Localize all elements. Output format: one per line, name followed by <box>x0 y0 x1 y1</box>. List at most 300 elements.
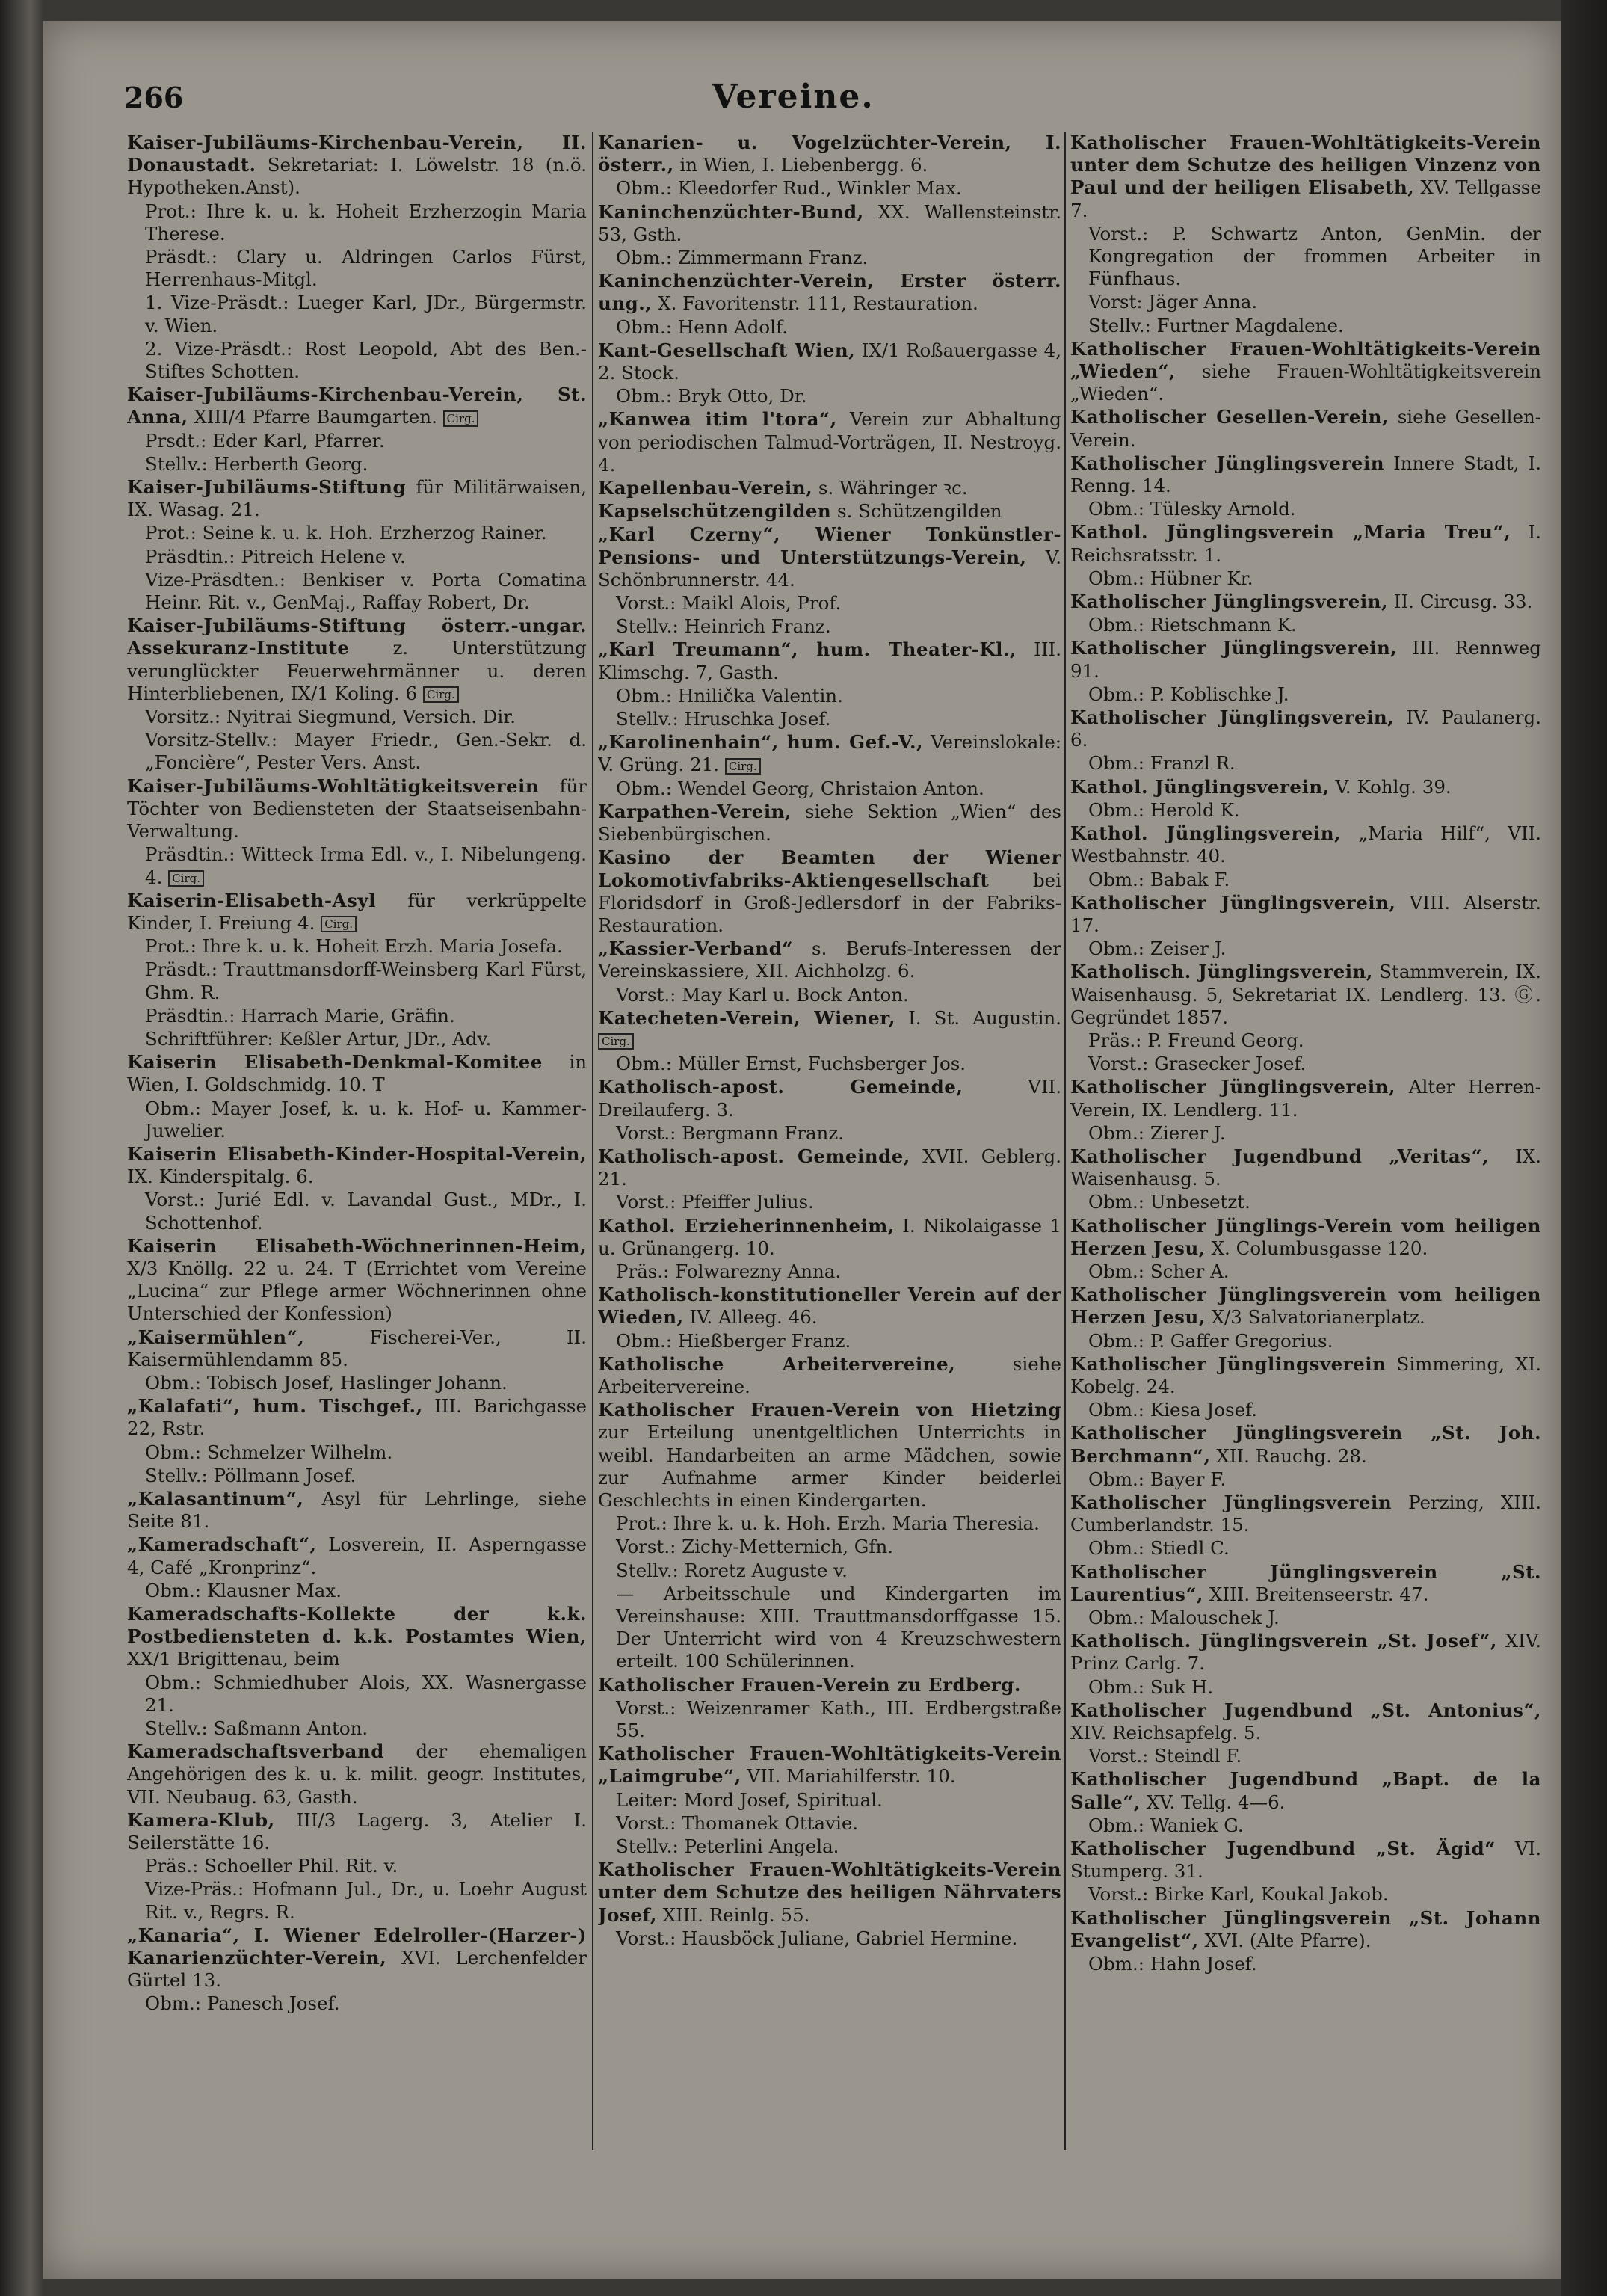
directory-entry <box>598 339 1061 384</box>
officer-text: Vorst.: Zichy-Metternich, Gfn. <box>616 1536 894 1558</box>
entry-text: Alter Herren-Verein, IX. Lendlerg. 11. <box>1070 1076 1541 1121</box>
officer-text: Vorst.: Maikl Alois, Prof. <box>616 592 842 615</box>
officer-text: Stellv.: Heinrich Franz. <box>616 615 831 638</box>
officer-text: Stellv.: Herberth Georg. <box>145 452 368 475</box>
officer-text: Vorst.: Jurié Edl. v. Lavandal Gust., MDr., I. Schottenhof. <box>145 1189 587 1234</box>
entry-officer <box>598 1512 1061 1535</box>
entry-officer <box>1070 315 1541 337</box>
directory-entry <box>1070 1492 1541 1536</box>
directory-entry <box>1070 961 1541 1029</box>
entry-officer <box>598 1812 1061 1835</box>
officer-text: Stellv.: Hruschka Josef. <box>616 708 831 730</box>
officer-text: Obm.: Zierer J. <box>1088 1121 1226 1144</box>
entry-name: Kant-Gesellschaft Wien, <box>598 339 856 361</box>
entry-officer <box>127 843 587 888</box>
entry-name: Kaiserin-Elisabeth-Asyl <box>127 889 376 911</box>
directory-entry <box>1070 132 1541 222</box>
directory-entry <box>1070 1284 1541 1329</box>
entry-name: Katholischer Jünglingsverein „St. Johann Evangelist“, <box>1070 1906 1541 1951</box>
entry-text: in Wien, I. Liebenbergg. 6. <box>679 154 928 176</box>
entry-text: I. St. Augustin. <box>908 1006 1061 1029</box>
entry-officer <box>598 1697 1061 1742</box>
entry-name: Katholischer Frauen-Verein zu Erdberg. <box>598 1673 1021 1696</box>
entry-name: Katholischer Jünglingsverein, <box>1070 707 1395 729</box>
entry-name: Katholischer Jünglingsverein vom heiligen Herzen Jesu, <box>1070 1284 1541 1329</box>
officer-text: Vize-Präsdten.: Benkiser v. Porta Comatina Heinr. Rit. v., GenMaj., Raffay Robert, Dr. <box>145 568 587 614</box>
directory-entry <box>598 132 1061 176</box>
column-divider <box>592 132 593 2150</box>
directory-entry <box>598 500 1061 523</box>
entry-text: IV. Paulanerg. 6. <box>1070 707 1541 751</box>
entry-officer <box>127 1717 587 1740</box>
directory-entry <box>127 1924 587 1992</box>
entry-name: „Kassier-Verband“ <box>598 938 793 960</box>
entry-officer <box>598 1053 1061 1075</box>
entry-text: Innere Stadt, I. Renng. 14. <box>1070 452 1541 497</box>
officer-text: Vize-Präs.: Hofmann Jul., Dr., u. Loehr August Rit. v., Regrs. R. <box>145 1878 587 1923</box>
directory-entry <box>1070 406 1541 451</box>
directory-entry <box>1070 1630 1541 1675</box>
entry-name: Kaninchenzüchter-Bund, <box>598 200 864 223</box>
officer-text: Stellv.: Pöllmann Josef. <box>145 1464 357 1486</box>
entry-text: für Töchter von Bediensteten der Staatseisenbahn-Verwaltung. <box>127 775 587 843</box>
directory-entry <box>1070 521 1541 566</box>
entry-officer <box>127 1672 587 1717</box>
entry-name: „Kameradschaft“, <box>127 1533 317 1556</box>
entry-text: Simmering, XI. Kobelg. 24. <box>1070 1352 1541 1397</box>
directory-entry <box>598 1353 1061 1398</box>
entry-text: XIII. Reinlg. 55. <box>662 1903 810 1926</box>
directory-entry <box>1070 1838 1541 1883</box>
entry-name: Katholischer Jünglingsverein „St. Joh. Berchmann“, <box>1070 1422 1541 1467</box>
entry-name: „Karl Treumann“, hum. Theater-Kl., <box>598 638 1017 661</box>
entry-name: Kathol. Jünglingsverein „Maria Treu“, <box>1070 521 1511 544</box>
officer-text: Obm.: Franzl R. <box>1088 752 1236 775</box>
directory-entry <box>127 476 587 521</box>
entry-officer <box>127 292 587 336</box>
officer-text: Leiter: Mord Josef, Spiritual. <box>616 1788 883 1811</box>
entry-officer <box>127 1441 587 1464</box>
entry-text: VI. Stumperg. 31. <box>1070 1838 1541 1883</box>
entry-name: Kaiserin Elisabeth-Kinder-Hospital-Verein, <box>127 1142 587 1165</box>
entry-officer <box>127 522 587 544</box>
officer-text: Obm.: Hahn Josef. <box>1088 1953 1257 1975</box>
officer-text: Vorst.: Hausböck Juliane, Gabriel Hermine. <box>616 1927 1018 1949</box>
entry-name: Katholisch. Jünglingsverein „St. Josef“, <box>1070 1630 1497 1652</box>
cirk-badge: Cirg. <box>725 758 761 775</box>
entry-officer <box>127 200 587 245</box>
officer-text: Obm.: Unbesetzt. <box>1088 1191 1250 1213</box>
entry-text: VII. Dreilauferg. 3. <box>598 1076 1061 1121</box>
entry-name: Katholischer Frauen-Wohltätigkeits-Verein unter dem Schutze des heiligen Nährvaters Josef, <box>598 1859 1061 1926</box>
entry-name: Kaiser-Jubiläums-Wohltätigkeitsverein <box>127 775 540 797</box>
officer-text: Obm.: Malouschek J. <box>1088 1607 1280 1628</box>
directory-entry <box>598 638 1061 683</box>
entry-officer <box>1070 498 1541 520</box>
entry-officer <box>127 958 587 1003</box>
directory-entry <box>127 1741 587 1809</box>
officer-text: Vorst.: Pfeiffer Julius. <box>616 1191 814 1213</box>
entry-text: Stammverein, IX. Waisenhausg. 5, Sekretariat IX. Lendlerg. 13. Ⓖ. Gegründet 1857. <box>1070 961 1541 1028</box>
entry-officer <box>598 1261 1061 1283</box>
entry-text: s. Berufs-Interessen der Vereinskassiere, XII. Aichholzg. 6. <box>598 938 1061 982</box>
entry-name: „Karolinenhain“, hum. Gef.-V., <box>598 731 924 754</box>
entry-officer <box>1070 1191 1541 1213</box>
officer-text: Obm.: Tobisch Josef, Haslinger Johann. <box>145 1371 508 1394</box>
directory-entry <box>1070 591 1541 613</box>
page-title: Vereine. <box>712 78 875 116</box>
directory-entry <box>1070 1907 1541 1952</box>
entry-officer <box>1070 1399 1541 1421</box>
directory-entry <box>1070 637 1541 682</box>
officer-text: Obm.: Panesch Josef. <box>145 1992 340 2015</box>
entry-officer <box>598 385 1061 407</box>
entry-officer <box>598 247 1061 269</box>
entry-text: Fischerei-Ver., II. Kaisermühlendamm 85. <box>127 1326 587 1370</box>
officer-text: Obm.: Müller Ernst, Fuchsberger Jos. <box>616 1053 966 1075</box>
officer-text: Obm.: Klausner Max. <box>145 1579 342 1601</box>
entry-officer <box>127 246 587 291</box>
entry-name: Katholischer Jünglingsverein <box>1070 1352 1387 1375</box>
entry-officer <box>1070 1029 1541 1052</box>
entry-officer <box>598 1789 1061 1812</box>
directory-entry <box>127 1143 587 1188</box>
entry-officer <box>1070 1676 1541 1699</box>
entry-name: Katholische Arbeitervereine, <box>598 1352 956 1375</box>
entry-officer <box>127 1005 587 1027</box>
officer-text: Obm.: Scher A. <box>1088 1260 1230 1282</box>
entry-name: Katholischer Jünglingsverein <box>1070 452 1385 474</box>
directory-entry <box>1070 776 1541 798</box>
entry-name: Kaiser-Jubiläums-Kirchenbau-Verein, II. Donaustadt. <box>127 132 587 176</box>
officer-text: Prot.: Ihre k. u. k. Hoh. Erzh. Maria Theresia. <box>616 1512 1040 1535</box>
entry-officer <box>127 729 587 774</box>
entry-officer <box>598 1122 1061 1145</box>
directory-entry <box>598 477 1061 499</box>
entry-officer <box>598 1583 1061 1673</box>
entry-officer <box>598 778 1061 800</box>
book-spine <box>0 0 43 2296</box>
entry-name: Katholischer Gesellen-Verein, <box>1070 406 1389 428</box>
entry-text: III/3 Lagerg. 3, Atelier I. Seilerstätte 16. <box>127 1809 587 1854</box>
officer-text: Obm.: Zimmermann Franz. <box>616 247 869 269</box>
entry-name: Katholischer Frauen-Wohltätigkeits-Verein unter dem Schutze des heiligen Vinzenz von Paul und der heiligen Elisabeth, <box>1070 132 1541 199</box>
entry-name: Kamera-Klub, <box>127 1809 275 1831</box>
entry-officer <box>1070 1953 1541 1975</box>
entry-text: X/3 Knöllg. 22 u. 24. T (Errichtet vom Vereine „Lucina“ zur Pflege armer Wöchnerinnen ohne Unterschied der Konfession) <box>127 1257 587 1325</box>
entry-name: Katholischer Jünglingsverein <box>1070 1491 1392 1513</box>
officer-text: Vorst.: Weizenramer Kath., III. Erdbergstraße 55. <box>616 1696 1061 1742</box>
directory-entry <box>598 1215 1061 1260</box>
entry-text: bei Floridsdorf in Groß-Jedlersdorf in der Fabriks-Restauration. <box>598 869 1061 936</box>
officer-text: Vorst.: Steindl F. <box>1088 1745 1242 1767</box>
officer-text: Obm.: Tülesky Arnold. <box>1088 498 1296 520</box>
directory-entry <box>598 1284 1061 1329</box>
directory-entry <box>1070 1353 1541 1398</box>
officer-text: Präsdt.: Trauttmansdorff-Weinsberg Karl Fürst, Ghm. R. <box>145 958 587 1003</box>
entry-officer <box>127 1028 587 1050</box>
entry-text: XV. Tellgasse 7. <box>1070 176 1541 221</box>
entry-officer <box>1070 614 1541 636</box>
directory-entry <box>598 1859 1061 1927</box>
entry-officer <box>1070 291 1541 313</box>
officer-text: Vorst.: P. Schwartz Anton, GenMin. der Kongregation der frommen Arbeiter in Fünfhaus. <box>1088 222 1541 290</box>
entry-name: Kathol. Jünglingsverein, <box>1070 822 1342 845</box>
entry-text: IX. Waisenhausg. 5. <box>1070 1145 1541 1190</box>
officer-text: Prsdt.: Eder Karl, Pfarrer. <box>145 429 385 452</box>
directory-entry <box>127 1809 587 1854</box>
officer-text: Obm.: Mayer Josef, k. u. k. Hof- u. Kammer-Juwelier. <box>145 1097 587 1142</box>
entry-name: Kaiserin Elisabeth-Wöchnerinnen-Heim, <box>127 1234 587 1257</box>
entry-officer <box>127 1878 587 1923</box>
officer-text: Präsdt.: Clary u. Aldringen Carlos Fürst, Herrenhaus-Mitgl. <box>145 246 587 291</box>
entry-officer <box>598 1835 1061 1858</box>
entry-officer <box>127 430 587 452</box>
entry-text: III. Rennweg 91. <box>1070 637 1541 682</box>
directory-entry <box>127 1326 587 1371</box>
entry-text: siehe Gesellen-Verein. <box>1070 406 1541 451</box>
entry-officer <box>127 1189 587 1234</box>
directory-entry <box>598 1007 1061 1052</box>
entry-name: „Kanwea itim l'tora“, <box>598 408 837 431</box>
directory-entry <box>127 775 587 843</box>
entry-name: Katholischer Jünglingsverein „St. Laurentius“, <box>1070 1560 1541 1605</box>
column-1 <box>127 132 587 2255</box>
entry-name: Kaiserin Elisabeth-Denkmal-Komitee <box>127 1051 543 1074</box>
entry-name: „Karl Czerny“, Wiener Tonkünstler-Pensions- und Unterstützungs-Verein, <box>598 523 1061 568</box>
directory-entry <box>127 1603 587 1671</box>
entry-officer <box>127 338 587 383</box>
entry-text: I. Nikolaigasse 1 u. Grünangerg. 10. <box>598 1214 1061 1259</box>
officer-text: Obm.: Kiesa Josef. <box>1088 1399 1258 1421</box>
officer-text: Präsdtin.: Harrach Marie, Gräfin. <box>145 1004 455 1027</box>
officer-text: Prot.: Seine k. u. k. Hoh. Erzherzog Rainer. <box>145 522 547 544</box>
entry-officer <box>598 1191 1061 1213</box>
directory-entry <box>1070 452 1541 497</box>
entry-text: Asyl für Lehrlinge, siehe Seite 81. <box>127 1487 587 1533</box>
entry-text: siehe Sektion „Wien“ des Siebenbürgischen. <box>598 800 1061 846</box>
entry-officer <box>1070 1468 1541 1491</box>
officer-text: Obm.: Wendel Georg, Christaion Anton. <box>616 777 984 799</box>
entry-text: Losverein, II. Asperngasse 4, Café „Kronprinz“. <box>127 1533 587 1578</box>
cirk-badge: Cirg. <box>168 870 204 887</box>
entry-name: Kapselschützengilden <box>598 500 832 523</box>
cirk-badge: Cirg. <box>443 410 479 427</box>
entry-officer <box>1070 869 1541 891</box>
entry-text: X/3 Salvatorianerplatz. <box>1211 1306 1425 1329</box>
cirk-badge: Cirg. <box>321 916 357 932</box>
entry-text: IX/1 Roßauergasse 4, 2. Stock. <box>598 339 1061 384</box>
entry-text: V. Kohlg. 39. <box>1335 775 1452 798</box>
officer-text: Obm.: Stiedl C. <box>1088 1537 1230 1560</box>
entry-text: VII. Mariahilferstr. 10. <box>747 1765 956 1788</box>
officer-text: Obm.: P. Koblischke J. <box>1088 683 1289 705</box>
entry-officer <box>598 708 1061 730</box>
officer-text: Obm.: Bryk Otto, Dr. <box>616 385 807 407</box>
officer-text: Obm.: Hießberger Franz. <box>616 1329 851 1352</box>
officer-text: Obm.: Rietschmann K. <box>1088 614 1297 636</box>
cirk-badge: Cirg. <box>423 686 459 703</box>
officer-text: Vorst.: Bergmann Franz. <box>616 1121 845 1144</box>
entry-name: Kaiser-Jubiläums-Stiftung <box>127 476 407 499</box>
officer-text: — Arbeitsschule und Kindergarten im Vereinshause: XIII. Trauttmansdorffgasse 15. Der Unterricht wird von 4 Kreuzschwestern erteilt. 100 Schülerinnen. <box>616 1582 1061 1672</box>
entry-officer <box>1070 223 1541 291</box>
entry-officer <box>1070 1745 1541 1767</box>
officer-text: Obm.: Hnilička Valentin. <box>616 684 843 707</box>
entry-officer <box>598 1536 1061 1558</box>
officer-text: Stellv.: Furtner Magdalene. <box>1088 314 1344 336</box>
entry-name: „Kanaria“, I. Wiener Edelroller-(Harzer-) Kanarienzüchter-Verein, <box>127 1924 587 1969</box>
officer-text: Vorsitz-Stellv.: Mayer Friedr., Gen.-Sekr. d. „Foncière“, Pester Vers. Anst. <box>145 729 587 774</box>
entry-text: III. Barichgasse 22, Rstr. <box>127 1395 587 1440</box>
entry-text: XIII. Breitenseerstr. 47. <box>1209 1583 1429 1605</box>
entry-name: Katholischer Jugendbund „Veritas“, <box>1070 1145 1490 1167</box>
directory-entry <box>598 1674 1061 1696</box>
entry-name: Katholischer Jünglingsverein, <box>1070 637 1398 659</box>
entry-name: Kathol. Erzieherinnenheim, <box>598 1214 895 1237</box>
page-number: 266 <box>124 81 184 114</box>
directory-entry <box>127 1051 587 1096</box>
entry-text: XIV. Reichsapfelg. 5. <box>1070 1722 1262 1744</box>
entry-name: Kapellenbau-Verein, <box>598 477 813 499</box>
entry-text: XII. Rauchg. 28. <box>1216 1444 1367 1467</box>
directory-entry <box>598 731 1061 776</box>
entry-text: XVI. Lerchenfelder Gürtel 13. <box>127 1947 587 1992</box>
officer-text: Obm.: Suk H. <box>1088 1675 1214 1698</box>
officer-text: Präsdtin.: Pitreich Helene v. <box>145 545 406 567</box>
entry-officer <box>127 1855 587 1877</box>
entry-officer <box>598 1330 1061 1352</box>
directory-entry <box>127 1395 587 1440</box>
officer-text: Stellv.: Saßmann Anton. <box>145 1717 368 1740</box>
directory-entry <box>127 890 587 935</box>
entry-officer <box>1070 1883 1541 1906</box>
entry-name: Katholischer Jugendbund „St. Antonius“, <box>1070 1699 1541 1721</box>
entry-name: Karpathen-Verein, <box>598 800 792 822</box>
entry-text: XIII/4 Pfarre Baumgarten. <box>194 406 437 428</box>
entry-officer <box>598 615 1061 638</box>
officer-text: Obm.: Babak F. <box>1088 868 1230 890</box>
entry-officer <box>127 1098 587 1142</box>
officer-text: Stellv.: Peterlini Angela. <box>616 1835 839 1858</box>
entry-name: Katholischer Jünglingsverein, <box>1070 1076 1395 1098</box>
entry-text: z. Unterstützung verunglückter Feuerwehrmänner u. deren Hinterbliebenen, IX/1 Koling. 6 <box>127 637 587 704</box>
entry-officer <box>598 316 1061 339</box>
entry-name: Katholischer Frauen-Wohltätigkeits-Verein „Wieden“, <box>1070 337 1541 383</box>
officer-text: Obm.: Waniek G. <box>1088 1814 1244 1836</box>
officer-text: Vorst.: Birke Karl, Koukal Jakob. <box>1088 1883 1389 1906</box>
entry-name: „Kalafati“, hum. Tischgef., <box>127 1395 423 1418</box>
entry-officer <box>598 592 1061 615</box>
officer-text: Vorst.: May Karl u. Bock Anton. <box>616 983 909 1006</box>
entry-officer <box>1070 1330 1541 1352</box>
entry-name: Katholisch-apost. Gemeinde, <box>598 1145 910 1167</box>
entry-name: Katecheten-Verein, Wiener, <box>598 1006 895 1029</box>
entry-officer <box>1070 1815 1541 1837</box>
entry-text: XIV. Prinz Carlg. 7. <box>1070 1630 1541 1675</box>
entry-officer <box>1070 567 1541 590</box>
entry-name: Katholisch. Jünglingsverein, <box>1070 961 1373 983</box>
entry-officer <box>127 935 587 958</box>
entry-officer <box>598 984 1061 1006</box>
officer-text: Präsdtin.: Witteck Irma Edl. v., I. Nibelungeng. 4. <box>145 843 587 888</box>
entry-name: Katholischer Frauen-Verein von Hietzing <box>598 1399 1061 1421</box>
entry-text: Sekretariat: I. Löwelstr. 18 (n.ö. Hypotheken.Anst). <box>127 154 587 199</box>
officer-text: Vorst.: Thomanek Ottavie. <box>616 1812 859 1834</box>
entry-text: s. Währinger ꝛc. <box>818 477 968 499</box>
entry-name: Katholischer Frauen-Wohltätigkeits-Verein „Laimgrube“, <box>598 1743 1061 1788</box>
entry-text: V. Schönbrunnerstr. 44. <box>598 546 1061 591</box>
entry-text: XVI. (Alte Pfarre). <box>1204 1929 1372 1951</box>
entry-text: s. Schützengilden <box>837 500 1002 523</box>
entry-officer <box>1070 938 1541 960</box>
entry-text: für Militärwaisen, IX. Wasag. 21. <box>127 476 587 521</box>
entry-officer <box>598 177 1061 200</box>
entry-text: XX. Wallensteinstr. 53, Gsth. <box>598 200 1061 245</box>
officer-text: Obm.: Henn Adolf. <box>616 316 788 338</box>
officer-text: 2. Vize-Präsdt.: Rost Leopold, Abt des Ben.-Stiftes Schotten. <box>145 337 587 383</box>
entry-text: III. Klimschg. 7, Gasth. <box>598 638 1061 683</box>
directory-entry <box>127 384 587 428</box>
officer-text: Schriftführer: Keßler Artur, JDr., Adv. <box>145 1027 492 1050</box>
directory-entry <box>1070 1215 1541 1260</box>
entry-text: XX/1 Brigittenau, beim <box>127 1648 340 1670</box>
entry-text: Perzing, XIII. Cumberlandstr. 15. <box>1070 1491 1541 1536</box>
column-3 <box>1070 132 1541 2255</box>
officer-text: Obm.: Zeiser J. <box>1088 938 1227 960</box>
entry-officer <box>127 1580 587 1602</box>
entry-text: IV. Alleeg. 46. <box>689 1306 818 1329</box>
directory-entry <box>127 615 587 705</box>
entry-name: Kameradschaftsverband <box>127 1741 384 1763</box>
directory-entry <box>1070 1699 1541 1744</box>
directory-entry <box>598 1145 1061 1190</box>
entry-text: II. Circusg. 33. <box>1393 591 1533 613</box>
entry-officer <box>598 1560 1061 1582</box>
entry-officer <box>1070 752 1541 775</box>
entry-text: „Maria Hilf“, VII. Westbahnstr. 40. <box>1070 822 1541 867</box>
entry-text: in Wien, I. Goldschmidg. 10. T <box>127 1051 587 1096</box>
entry-text: XV. Tellg. 4—6. <box>1146 1791 1286 1813</box>
entry-officer <box>127 706 587 728</box>
entry-officer <box>598 685 1061 707</box>
directory-entry <box>598 1076 1061 1121</box>
entry-text: X. Favoritenstr. 111, Restauration. <box>658 292 978 315</box>
directory-entry <box>1070 1145 1541 1190</box>
officer-text: Prot.: Ihre k. u. k. Hoheit Erzherzogin Maria Therese. <box>145 200 587 244</box>
directory-entry <box>1070 822 1541 867</box>
directory-entry <box>598 846 1061 937</box>
entry-text: VIII. Alserstr. 17. <box>1070 891 1541 936</box>
entry-text: der ehemaligen Angehörigen des k. u. k. milit. geogr. Institutes, VII. Neubaug. 63, Gasth. <box>127 1741 587 1808</box>
entry-name: Kaiser-Jubiläums-Kirchenbau-Verein, St. Anna, <box>127 384 587 428</box>
entry-officer <box>127 1465 587 1487</box>
officer-text: 1. Vize-Präsdt.: Lueger Karl, JDr., Bürgermstr. v. Wien. <box>145 292 587 336</box>
directory-entry <box>127 1533 587 1578</box>
directory-entry <box>598 1399 1061 1512</box>
entry-name: Katholisch-apost. Gemeinde, <box>598 1076 963 1098</box>
officer-text: Präs.: Folwarezny Anna. <box>616 1260 842 1282</box>
officer-text: Vorsitz.: Nyitrai Siegmund, Versich. Dir. <box>145 706 516 728</box>
entry-text: Vereinslokale: V. Grüng. 21. <box>598 731 1061 776</box>
officer-text: Prot.: Ihre k. u. k. Hoheit Erzh. Maria Josefa. <box>145 935 563 958</box>
entry-text: XVII. Geblerg. 21. <box>598 1145 1061 1190</box>
entry-officer <box>1070 1053 1541 1075</box>
directory-entry <box>598 801 1061 846</box>
entry-text: für verkrüppelte Kinder, I. Freiung 4. <box>127 889 587 934</box>
cirk-badge: Cirg. <box>598 1033 634 1050</box>
officer-text: Obm.: Kleedorfer Rud., Winkler Max. <box>616 177 962 200</box>
